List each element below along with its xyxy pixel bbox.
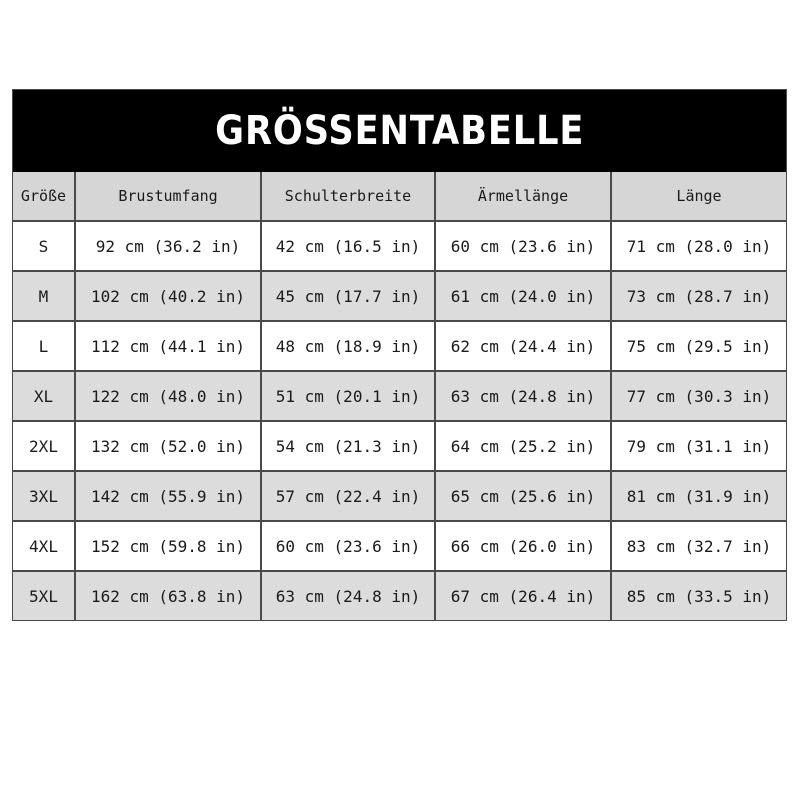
cell-sleeve: 66 cm (26.0 in) (435, 521, 611, 571)
table-row (13, 521, 786, 571)
cell-shoulder: 42 cm (16.5 in) (261, 221, 435, 271)
size-chart (12, 89, 787, 621)
cell-length: 81 cm (31.9 in) (611, 471, 786, 521)
header-chest: Brustumfang (75, 172, 261, 221)
cell-shoulder: 45 cm (17.7 in) (261, 271, 435, 321)
cell-size: 2XL (13, 421, 75, 471)
table-row (13, 421, 786, 471)
cell-sleeve: 65 cm (25.6 in) (435, 471, 611, 521)
cell-chest: 122 cm (48.0 in) (75, 371, 261, 421)
cell-size: S (13, 221, 75, 271)
cell-size: XL (13, 371, 75, 421)
page-title: GRÖSSENTABELLE (214, 108, 585, 154)
cell-shoulder: 63 cm (24.8 in) (261, 571, 435, 620)
cell-chest: 92 cm (36.2 in) (75, 221, 261, 271)
size-table (13, 172, 786, 620)
table-row (13, 221, 786, 271)
cell-length: 83 cm (32.7 in) (611, 521, 786, 571)
cell-length: 75 cm (29.5 in) (611, 321, 786, 371)
header-length: Länge (611, 172, 786, 221)
cell-size: M (13, 271, 75, 321)
cell-sleeve: 64 cm (25.2 in) (435, 421, 611, 471)
cell-shoulder: 60 cm (23.6 in) (261, 521, 435, 571)
cell-sleeve: 61 cm (24.0 in) (435, 271, 611, 321)
cell-size: 3XL (13, 471, 75, 521)
cell-chest: 152 cm (59.8 in) (75, 521, 261, 571)
cell-sleeve: 62 cm (24.4 in) (435, 321, 611, 371)
cell-shoulder: 51 cm (20.1 in) (261, 371, 435, 421)
cell-shoulder: 54 cm (21.3 in) (261, 421, 435, 471)
cell-length: 85 cm (33.5 in) (611, 571, 786, 620)
cell-shoulder: 48 cm (18.9 in) (261, 321, 435, 371)
cell-size: 4XL (13, 521, 75, 571)
cell-sleeve: 67 cm (26.4 in) (435, 571, 611, 620)
header-size: Größe (13, 172, 75, 221)
cell-size: L (13, 321, 75, 371)
cell-shoulder: 57 cm (22.4 in) (261, 471, 435, 521)
table-row (13, 271, 786, 321)
cell-length: 79 cm (31.1 in) (611, 421, 786, 471)
cell-chest: 132 cm (52.0 in) (75, 421, 261, 471)
cell-sleeve: 60 cm (23.6 in) (435, 221, 611, 271)
table-row (13, 371, 786, 421)
cell-sleeve: 63 cm (24.8 in) (435, 371, 611, 421)
cell-length: 73 cm (28.7 in) (611, 271, 786, 321)
cell-chest: 142 cm (55.9 in) (75, 471, 261, 521)
cell-chest: 162 cm (63.8 in) (75, 571, 261, 620)
header-row (13, 172, 786, 221)
title-bar (13, 90, 786, 172)
table-row (13, 471, 786, 521)
cell-chest: 112 cm (44.1 in) (75, 321, 261, 371)
table-row (13, 571, 786, 620)
table-row (13, 321, 786, 371)
cell-chest: 102 cm (40.2 in) (75, 271, 261, 321)
header-shoulder: Schulterbreite (261, 172, 435, 221)
cell-size: 5XL (13, 571, 75, 620)
cell-length: 77 cm (30.3 in) (611, 371, 786, 421)
cell-length: 71 cm (28.0 in) (611, 221, 786, 271)
header-sleeve: Ärmellänge (435, 172, 611, 221)
